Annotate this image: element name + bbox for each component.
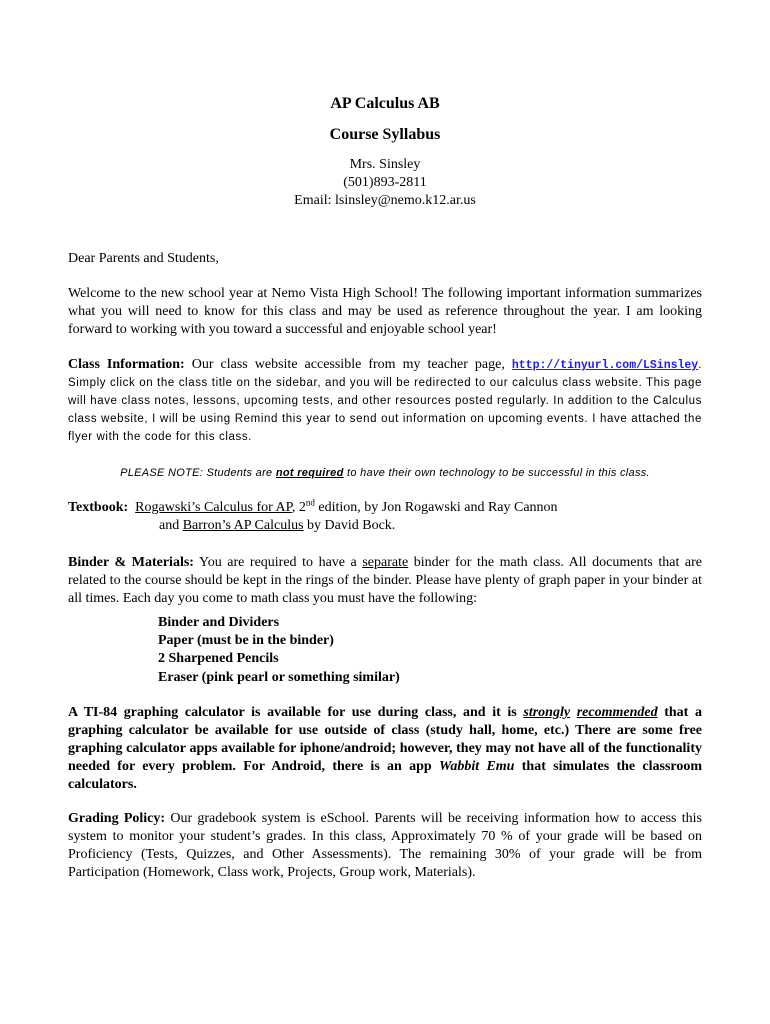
grading-label: Grading Policy:: [68, 811, 166, 826]
textbook-book-2: Barron’s AP Calculus: [182, 518, 304, 533]
textbook-edition: , 2: [291, 500, 306, 515]
textbook-label: Textbook:: [68, 500, 129, 515]
note-emphasis: not required: [275, 467, 344, 479]
document-title: Course Syllabus: [329, 126, 441, 143]
calculator-strongly: strongly: [523, 705, 571, 720]
class-info-paragraph: [68, 356, 702, 446]
textbook-section: [68, 499, 708, 535]
binder-pre: You are required to have a: [193, 555, 363, 570]
binder-paragraph: [68, 554, 702, 608]
textbook-authors-1: edition, by Jon Rogawski and Ray Cannon: [314, 500, 558, 515]
textbook-book-1: Rogawski’s Calculus for AP: [135, 500, 292, 515]
class-website-link[interactable]: http://tinyurl.com/LSinsley: [511, 359, 699, 372]
class-info-rest: . Simply click on the class title on the sidebar, and you will be redirected to our calculus class website. This page will have class notes, lessons, upcoming tests, and other resources posted regularly. In addition to the Calculus class website, I will be using Remind this year to send out information on upcoming events. I have attached the flyer with the code for this class.: [68, 359, 703, 443]
list-item: 2 Sharpened Pencils: [158, 651, 279, 667]
calculator-space: [570, 705, 577, 720]
teacher-email: Email: lsinsley@nemo.k12.ar.us: [294, 193, 476, 208]
textbook-authors-2: by David Bock.: [303, 518, 396, 533]
teacher-phone: (501)893-2811: [343, 175, 427, 190]
class-info-lead: Our class website accessible from my teacher page,: [184, 357, 512, 372]
calculator-paragraph: [68, 704, 702, 794]
welcome-paragraph: Welcome to the new school year at Nemo Vista High School! The following important information summarizes what you will need to know for this class and may be used as reference throughout the year. I am looking forward to working with you toward a successful and enjoyable school year!: [68, 286, 702, 337]
list-item: Eraser (pink pearl or something similar): [158, 669, 400, 685]
binder-label: Binder & Materials:: [68, 555, 194, 570]
teacher-name: Mrs. Sinsley: [349, 157, 421, 172]
binder-post: binder for the math class. All documents that are related to the course should be kept in the rings of the binder. Please have plenty of graph paper in your binder at all times. Each day you come to math class you must have the following:: [68, 555, 702, 606]
list-item: Binder and Dividers: [158, 615, 280, 630]
technology-note: [0, 467, 770, 479]
contact-block: [0, 156, 770, 210]
grading-paragraph: [68, 810, 702, 882]
note-post: to have their own technology to be successful in this class.: [343, 467, 650, 479]
calculator-post: that simulates the classroom calculators.: [68, 759, 703, 792]
grading-text: Our gradebook system is eSchool. Parents will be receiving information how to access this system to monitor your student’s grades. In this class, Approximately 70 % of your grade will be based on Proficiency (Tests, Quizzes, and Other Assessments). The remaining 30% of your grade will be from Participation (Homework, Class work, Projects, Group work, Materials).: [68, 811, 703, 880]
calculator-pre: A TI-84 graphing calculator is available for use during class, and it is: [68, 705, 524, 720]
textbook-and: and: [159, 518, 183, 533]
greeting: Dear Parents and Students,: [68, 251, 219, 266]
calculator-mid: that a graphing calculator be available for use outside of class (study hall, home, etc.) There are some free graphing calculator apps available for iphone/android; however, they may not have all of the functionality needed for every problem. For Android, there is an app: [68, 705, 702, 774]
class-info-label: Class Information:: [68, 357, 185, 372]
edition-superscript: nd: [305, 497, 315, 508]
calculator-app-name: Wabbit Emu: [438, 759, 515, 774]
calculator-recommended: recommended: [576, 705, 658, 720]
list-item: Paper (must be in the binder): [158, 633, 334, 649]
course-title: AP Calculus AB: [330, 95, 440, 112]
binder-separate: separate: [362, 555, 409, 570]
note-pre: PLEASE NOTE: Students are: [120, 467, 276, 479]
materials-list: [158, 614, 400, 687]
